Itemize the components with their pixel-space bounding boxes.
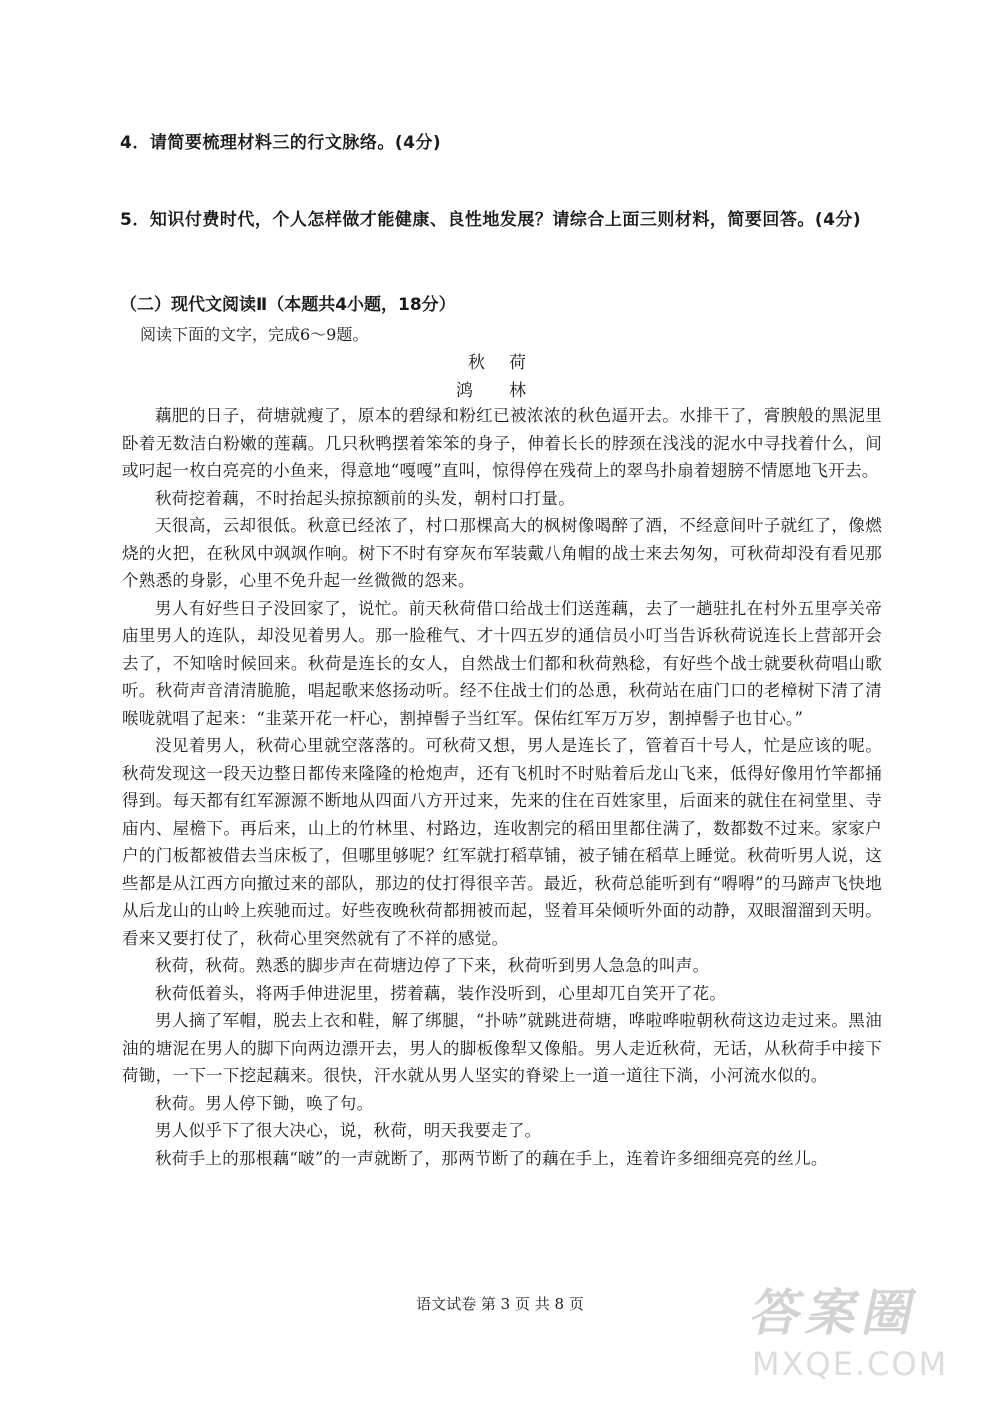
story-paragraph: 秋荷挖着藕，不时抬起头掠掠额前的头发，朝村口打量。 [155,488,575,508]
watermark [745,1282,982,1392]
section-instruction: 阅读下面的文字，完成6～9题。 [140,325,369,344]
watermark-url: MXQE.COM [752,1345,949,1383]
question-5: 5．知识付费时代，个人怎样做才能健康、良性地发展？请综合上面三则材料，简要回答。(4分) [120,210,862,230]
story-paragraph: 秋荷低着头，将两手伸进泥里，捞着藕，装作没听到，心里却兀自笑开了花。 [155,983,727,1003]
story-paragraph: 男人似乎下了很大决心，说，秋荷，明天我要走了。 [155,1121,542,1140]
story-body [122,402,882,1172]
story-paragraph: 天很高，云却很低。秋意已经浓了，村口那棵高大的枫树像喝醉了酒，不经意间叶子就红了，像燃烧的火把，在秋风中飒飒作响。树下不时有穿灰布军装戴八角帽的战士来去匆匆，可秋荷却没有看见那个熟悉的身影，心里不免升起一丝微微的怨来。 [122,516,882,590]
story-paragraph: 男人有好些日子没回家了，说忙。前天秋荷借口给战士们送莲藕，去了一趟驻扎在村外五里亭关帝庙里男人的连队，却没见着男人。那一脸稚气、才十四五岁的通信员小叮当告诉秋荷说连长上营部开会去了，不知啥时候回来。秋荷是连长的女人，自然战士们都和秋荷熟稔，有好些个战士就要秋荷唱山歌听。秋荷声音清清脆脆，唱起歌来悠扬动听。经不住战士们的怂恿，秋荷站在庙门口的老樟树下清了清喉咙就唱了起来：“韭菜开花一杆心，割掉髻子当红军。保佑红军万万岁，割掉髻子也甘心。” [122,598,882,728]
story-paragraph: 藕肥的日子，荷塘就瘦了，原本的碧绿和粉红已被浓浓的秋色逼开去。水排干了，膏腴般的黑泥里卧着无数洁白粉嫩的莲藕。几只秋鸭摆着笨笨的身子，伸着长长的脖颈在浅浅的泥水中寻找着什么，间或叼起一枚白亮亮的小鱼来，得意地“嘎嘎”直叫，惊得停在残荷上的翠鸟扑扇着翅膀不情愿地飞开去。 [122,406,882,480]
story-paragraph: 男人摘了军帽，脱去上衣和鞋，解了绑腿，“扑哧”就跳进荷塘，哗啦哗啦朝秋荷这边走过来。黑油油的塘泥在男人的脚下向两边漂开去，男人的脚板像犁又像船。男人走近秋荷，无话，从秋荷手中接下荷锄，一下一下挖起藕来。很快，汗水就从男人坚实的脊梁上一道一道往下淌，小河流水似的。 [122,1011,882,1085]
section-heading: （二）现代文阅读Ⅱ（本题共4小题，18分） [120,295,456,315]
story-title: 秋荷 [468,353,550,373]
story-paragraph: 秋荷，秋荷。熟悉的脚步声在荷塘边停了下来，秋荷听到男人急急的叫声。 [155,956,710,975]
story-paragraph: 秋荷。男人停下锄，唤了句。 [155,1093,374,1113]
watermark-logo: 答案圈 [745,1284,927,1342]
question-4: 4．请简要梳理材料三的行文脉络。(4分) [120,133,442,153]
story-paragraph: 没见着男人，秋荷心里就空落落的。可秋荷又想，男人是连长了，管着百十号人，忙是应该的呢。秋荷发现这一段天边整日都传来隆隆的枪炮声，还有飞机时不时贴着后龙山飞来，低得好像用竹竿都捅得到。每天都有红军源源不断地从四面八方开过来，先来的住在百姓家里，后面来的就住在祠堂里、寺庙内、屋檐下。再后来，山上的竹林里、村路边，连收割完的稻田里都住满了，数都数不过来。家家户户的门板都被借去当床板了，但哪里够呢？红军就打稻草铺，被子铺在稻草上睡觉。秋荷听男人说，这些都是从江西方向撤过来的部队，那边的仗打得很辛苦。最近，秋荷总能听到有“嘚嘚”的马蹄声飞快地从后龙山的山岭上疾驰而过。好些夜晚秋荷都拥被而起，竖着耳朵倾听外面的动静，双眼溜溜到天明。看来又要打仗了，秋荷心里突然就有了不祥的感觉。 [122,736,882,948]
story-author: 鸿林 [456,381,562,401]
page-footer: 语文试卷 第 3 页 共 8 页 [416,1295,584,1313]
story-paragraph: 秋荷手上的那根藕“啵”的一声就断了，那两节断了的藕在手上，连着许多细细亮亮的丝儿。 [155,1148,828,1168]
